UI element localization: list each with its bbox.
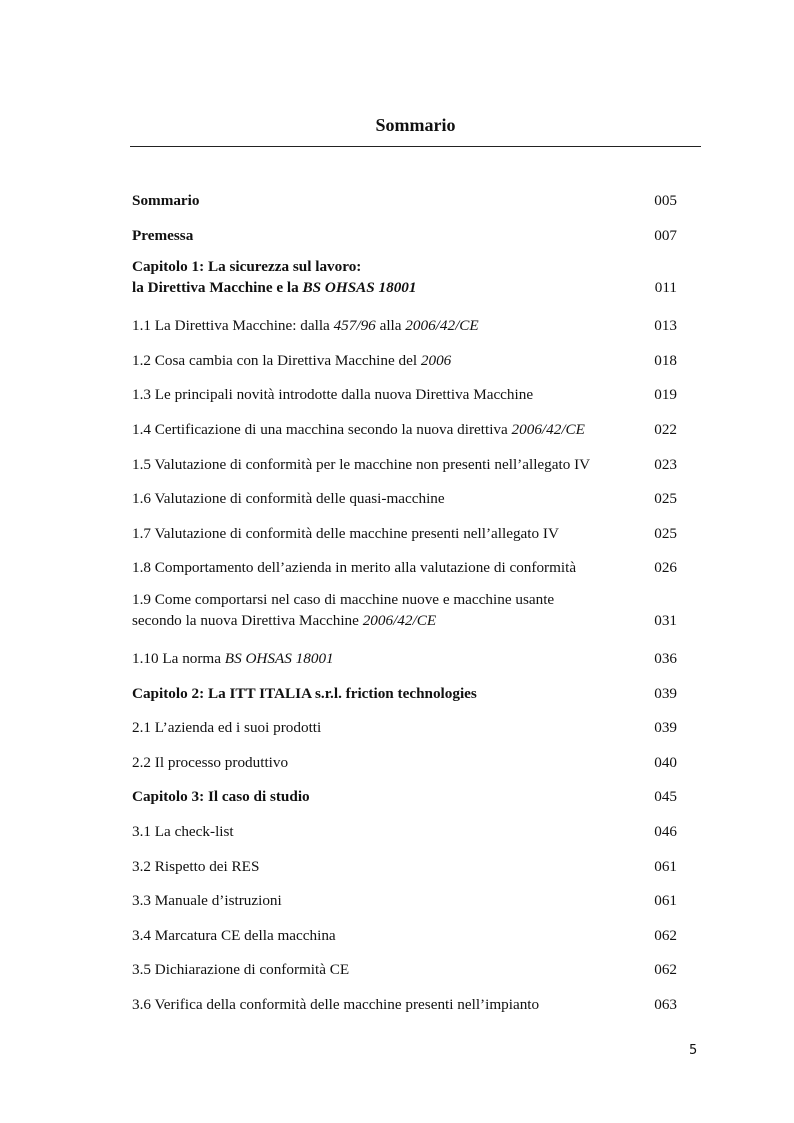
toc-entry-title — [132, 315, 632, 336]
toc-entry-title-italic: BS OHSAS 18001 — [224, 649, 334, 667]
toc-entry-title: 3.6 Verifica della conformità delle macchine presenti nell’impianto — [132, 995, 540, 1013]
toc-entry-title-italic: BS OHSAS 18001 — [302, 279, 417, 297]
toc-entry-title — [132, 256, 632, 298]
toc-entry-3-6[interactable] — [132, 991, 677, 1026]
title-divider — [130, 146, 701, 147]
toc-entry-2-1[interactable] — [132, 714, 677, 749]
toc-entry-page: 036 — [654, 649, 677, 667]
toc-entry-premessa[interactable] — [132, 222, 677, 257]
toc-entry-page: 063 — [654, 995, 677, 1013]
toc-entry-title-italic: 2006/42/CE — [405, 317, 479, 335]
toc-entry-title: 3.3 Manuale d’istruzioni — [132, 892, 282, 910]
toc-entry-1-9[interactable] — [132, 589, 677, 645]
toc-entry-3-4[interactable] — [132, 922, 677, 957]
toc-entry-page: 040 — [654, 753, 677, 771]
toc-entry-title-line1: 1.9 Come comportarsi nel caso di macchine nuove e macchine usante — [132, 590, 555, 608]
toc-entry-page: 013 — [654, 317, 677, 335]
toc-entry-title-part: 1.10 La norma — [132, 649, 225, 667]
toc-entry-title: 3.2 Rispetto dei RES — [132, 857, 260, 875]
toc-entry-title-italic: 457/96 — [333, 317, 376, 335]
toc-entry-1-6[interactable] — [132, 485, 677, 520]
toc-entry-page: 022 — [654, 420, 677, 438]
toc-entry-title-part: 1.2 Cosa cambia con la Direttiva Macchine del — [132, 351, 421, 369]
toc-entry-capitolo-2[interactable] — [132, 680, 677, 715]
toc-entry-title: 2.2 Il processo produttivo — [132, 753, 289, 771]
toc-entry-title: 3.5 Dichiarazione di conformità CE — [132, 961, 350, 979]
toc-entry-title-part: 1.4 Certificazione di una macchina secondo la nuova direttiva — [132, 420, 512, 438]
toc-entry-title-part: secondo la nuova Direttiva Macchine — [132, 611, 363, 629]
toc-entry-page: 046 — [654, 822, 677, 840]
toc-entry-page: 062 — [654, 961, 677, 979]
toc-entry-title: 1.6 Valutazione di conformità delle quasi-macchine — [132, 490, 445, 508]
toc-entry-title-part: la Direttiva Macchine e la — [132, 279, 303, 297]
toc-entry-capitolo-3[interactable] — [132, 783, 677, 818]
toc-entry-title-part: 1.1 La Direttiva Macchine: dalla — [132, 317, 334, 335]
toc-entry-1-7[interactable] — [132, 520, 677, 555]
toc-entry-1-5[interactable] — [132, 451, 677, 486]
toc-entry-page: 011 — [654, 279, 677, 297]
toc-entry-1-2[interactable] — [132, 347, 677, 382]
toc-entry-title: Sommario — [132, 192, 200, 209]
table-of-contents — [132, 187, 677, 1025]
toc-entry-capitolo-1[interactable] — [132, 256, 677, 312]
toc-entry-title: 1.5 Valutazione di conformità per le macchine non presenti nell’allegato IV — [132, 455, 591, 473]
toc-entry-title-line1: Capitolo 1: La sicurezza sul lavoro: — [132, 258, 362, 276]
toc-entry-title-line2 — [132, 610, 632, 631]
toc-entry-title: 1.7 Valutazione di conformità delle macchine presenti nell’allegato IV — [132, 524, 559, 542]
toc-entry-1-3[interactable] — [132, 381, 677, 416]
toc-entry-1-8[interactable] — [132, 554, 677, 589]
toc-entry-title-italic: 2006/42/CE — [362, 611, 437, 629]
toc-entry-title-italic: 2006/42/CE — [511, 420, 585, 438]
toc-entry-title: Capitolo 2: La ITT ITALIA s.r.l. friction technologies — [132, 684, 477, 702]
toc-entry-page: 062 — [654, 926, 677, 944]
toc-entry-title: 1.3 Le principali novità introdotte dalla nuova Direttiva Macchine — [132, 386, 534, 404]
toc-entry-page: 025 — [654, 490, 677, 508]
toc-entry-title-line2 — [132, 277, 632, 298]
toc-entry-1-4[interactable] — [132, 416, 677, 451]
toc-entry-title: Capitolo 3: Il caso di studio — [132, 788, 310, 806]
toc-entry-3-3[interactable] — [132, 887, 677, 922]
page-number: 5 — [689, 1043, 698, 1058]
toc-entry-page: 018 — [654, 351, 677, 369]
toc-entry-title — [132, 419, 632, 440]
toc-entry-3-1[interactable] — [132, 818, 677, 853]
toc-entry-page: 045 — [654, 788, 677, 806]
toc-entry-sommario[interactable] — [132, 187, 677, 222]
toc-entry-title: 3.1 La check-list — [132, 822, 234, 840]
toc-entry-title-italic: 2006 — [420, 351, 452, 369]
toc-entry-1-1[interactable] — [132, 312, 677, 347]
toc-entry-3-5[interactable] — [132, 956, 677, 991]
toc-entry-page: 026 — [654, 559, 677, 577]
toc-entry-page: 019 — [654, 386, 677, 404]
toc-entry-title: Premessa — [132, 226, 194, 244]
toc-entry-page: 023 — [654, 455, 677, 473]
toc-entry-page: 061 — [654, 892, 677, 910]
toc-entry-title-part: alla — [375, 317, 406, 335]
toc-entry-page: 061 — [654, 857, 677, 875]
toc-entry-title: 1.8 Comportamento dell’azienda in merito alla valutazione di conformità — [132, 559, 577, 577]
toc-entry-page: 039 — [654, 719, 677, 737]
toc-entry-page: 031 — [654, 611, 677, 629]
toc-entry-title: 2.1 L’azienda ed i suoi prodotti — [132, 719, 322, 737]
toc-entry-page: 039 — [654, 684, 677, 702]
toc-entry-page: 025 — [654, 524, 677, 542]
toc-entry-2-2[interactable] — [132, 749, 677, 784]
toc-entry-title — [132, 350, 632, 371]
toc-entry-page: 007 — [654, 226, 677, 244]
toc-entry-title — [132, 648, 632, 669]
toc-entry-1-10[interactable] — [132, 645, 677, 680]
page-title: Sommario — [375, 115, 456, 135]
toc-entry-3-2[interactable] — [132, 853, 677, 888]
toc-entry-title — [132, 589, 632, 631]
toc-entry-page: 005 — [654, 192, 677, 209]
toc-entry-title: 3.4 Marcatura CE della macchina — [132, 926, 336, 944]
